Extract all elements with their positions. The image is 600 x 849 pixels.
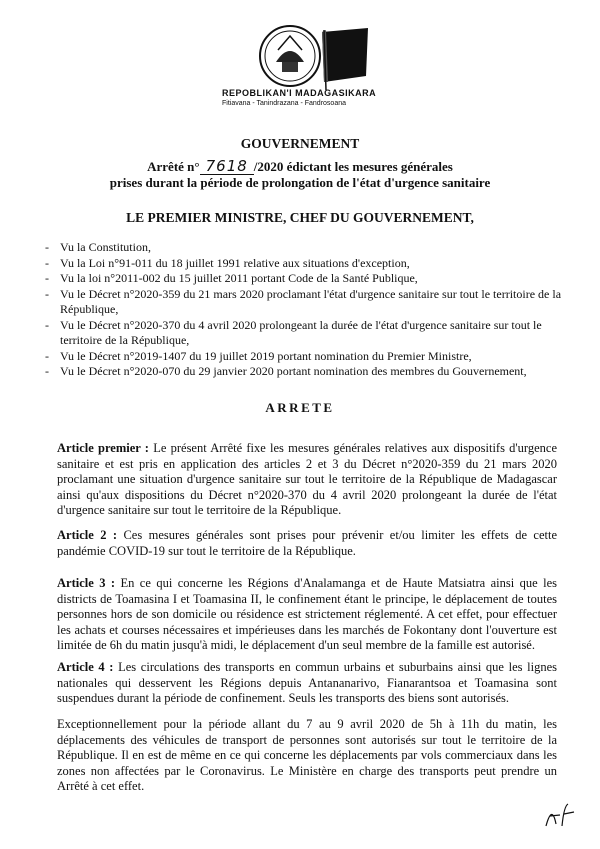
government-heading: GOUVERNEMENT	[240, 136, 360, 151]
article-label: Article 4 :	[57, 660, 114, 674]
decree-title-prefix: Arrêté n°	[147, 159, 200, 174]
legal-basis-item: - Vu le Décret n°2020-359 du 21 mars 2020 proclamant l'état d'urgence sanitaire sur tout le territoire de la République,	[45, 287, 565, 318]
decree-title-line2: prises durant la période de prolongation de l'état d'urgence sanitaire	[109, 175, 491, 190]
legal-basis-list	[45, 240, 565, 380]
article-4	[57, 660, 557, 707]
closing-paragraph: Exceptionnellement pour la période allant du 7 au 9 avril 2020 de 5h à 11h du matin, les déplacements des véhicules de transport de personnes sont autorisés sur tout le territoire de la République. Il en est de même en ce qui concerne les déplacements par vols commerciaux dans les zones non affectées par le Coronavirus. Le Ministère en charge des transports peut prendre un Arrêté à cet effet.	[57, 717, 557, 794]
decree-title-suffix: /2020 édictant les mesures générales	[253, 159, 453, 174]
article-3	[57, 576, 557, 654]
article-1	[57, 441, 557, 519]
article-label: Article premier :	[57, 441, 149, 455]
legal-basis-item: - Vu le Décret n°2019-1407 du 19 juillet 2019 portant nomination du Premier Ministre,	[45, 349, 565, 365]
article-2	[57, 528, 557, 559]
national-motto: Fitiavana - Tanindrazana - Fandrosoana	[222, 100, 347, 107]
article-label: Article 2 :	[57, 528, 118, 542]
prime-minister-heading: LE PREMIER MINISTRE, CHEF DU GOUVERNEMENT,	[126, 210, 474, 225]
initials-signature	[542, 800, 578, 830]
article-text: En ce qui concerne les Régions d'Analamanga et de Haute Matsiatra ainsi que les districts de Toamasina I et Toamasina II, le confinement étant le principe, le déplacement de toutes personnes hors de son domicile ou résidence est strictement réglementé. A cet effet, pour effectuer les achats et courses nécessaires et impérieuses dans les marchés de Fokontany dont l'ouverture est limitée de 6h du matin jusqu'à midi, le déplacement d'un seul membre de la famille est autorisé.	[57, 576, 558, 653]
legal-basis-item: - Vu la Loi n°91-011 du 18 juillet 1991 relative aux situations d'exception,	[45, 256, 565, 272]
decree-title	[0, 158, 600, 191]
legal-basis-item: - Vu le Décret n°2020-370 du 4 avril 2020 prolongeant la durée de l'état d'urgence sanitaire sur tout le territoire de la République,	[45, 318, 565, 349]
legal-basis-item: - Vu le Décret n°2020-070 du 29 janvier 2020 portant nomination des membres du Gouvernement,	[45, 364, 565, 380]
article-text: Le présent Arrêté fixe les mesures générales relatives aux dispositifs d'urgence sanitaire et est pris en application des articles 2 et 3 du Décret n°2020-359 du 21 mars 2020 proclamant une situation d'urgence sanitaire sur tout le territoire de la République de Madagascar ainsi qu'aux dispositions du Décret n°2020-370 du 4 avril 2020 prolongeant la durée de l'état d'urgence sanitaire sur tout le territoire de la République.	[57, 441, 558, 518]
coat-of-arms-emblem	[252, 22, 370, 92]
arrete-heading: ARRETE	[265, 400, 335, 415]
article-text: Ces mesures générales sont prises pour prévenir et/ou limiter les effets de cette pandémie COVID-19 sur tout le territoire de la République.	[57, 528, 558, 558]
decree-number: 7618	[200, 158, 254, 175]
republic-name: REPOBLIKAN'I MADAGASIKARA	[222, 88, 377, 98]
legal-basis-item: - Vu la Constitution,	[45, 240, 565, 256]
legal-basis-item: - Vu la loi n°2011-002 du 15 juillet 2011 portant Code de la Santé Publique,	[45, 271, 565, 287]
article-text: Les circulations des transports en commun urbains et suburbains ainsi que les lignes nationales qui desservent les Régions depuis Antananarivo, Fianarantsoa et Toamasina sont suspendues durant la période de confinement. Seuls les transports des biens sont autorisés.	[57, 660, 557, 706]
article-label: Article 3 :	[57, 576, 116, 590]
